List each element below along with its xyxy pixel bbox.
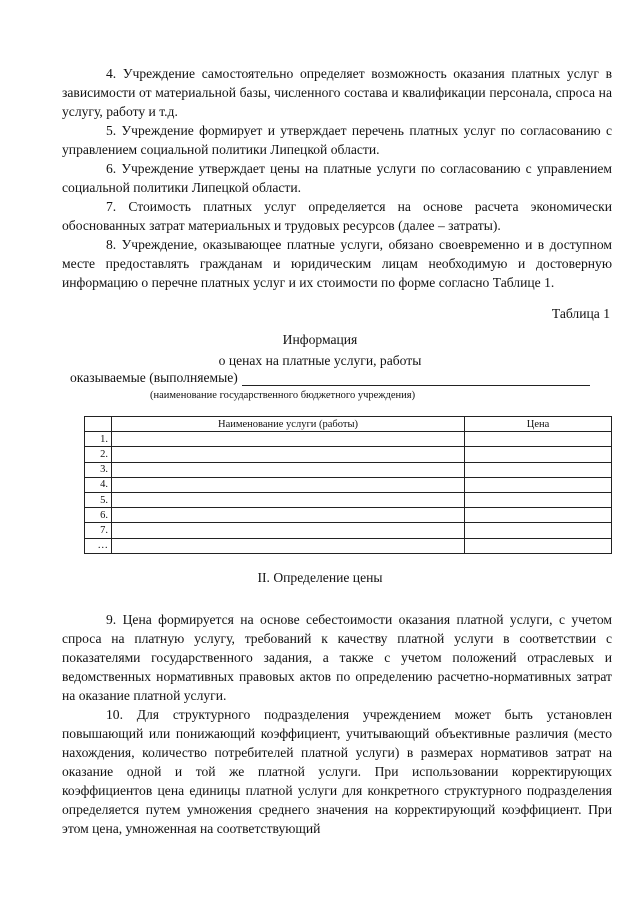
row-price-cell bbox=[465, 508, 612, 523]
table-row bbox=[85, 432, 612, 447]
row-number: 6. bbox=[85, 508, 112, 523]
row-number: 2. bbox=[85, 447, 112, 462]
form-title: Информация bbox=[282, 332, 358, 347]
row-number: … bbox=[85, 538, 112, 553]
row-name-cell bbox=[112, 508, 465, 523]
table-row bbox=[85, 538, 612, 553]
institution-name-blank bbox=[242, 371, 590, 386]
paragraph-7: 7. Стоимость платных услуг определяется на основе расчета экономически обоснованных затрат материальных и трудовых ресурсов (далее – затраты). bbox=[62, 199, 612, 233]
row-name-cell bbox=[112, 477, 465, 492]
table-row bbox=[85, 508, 612, 523]
row-name-cell bbox=[112, 432, 465, 447]
row-price-cell bbox=[465, 477, 612, 492]
table-row bbox=[85, 523, 612, 538]
row-price-cell bbox=[465, 492, 612, 507]
table-row bbox=[85, 477, 612, 492]
table-row bbox=[85, 492, 612, 507]
table-header-row bbox=[85, 417, 612, 432]
row-price-cell bbox=[465, 538, 612, 553]
paragraph-5: 5. Учреждение формирует и утверждает перечень платных услуг по согласованию с управлением социальной политики Липецкой области. bbox=[62, 123, 612, 157]
paragraph-4: 4. Учреждение самостоятельно определяет возможность оказания платных услуг в зависимости от материальной базы, численного состава и квалификации персонала, спроса на услугу, работу и т.д. bbox=[62, 66, 612, 119]
row-number: 1. bbox=[85, 432, 112, 447]
paragraph-9: 9. Цена формируется на основе себестоимости оказания платной услуги, с учетом спроса на платную услугу, требований к качеству платной услуги в соответствии с показателями государственного задания, а также с учетом положений отраслевых и ведомственных нормативных правовых актов по определению расчетно-нормативных затрат на оказание платной услуги. bbox=[62, 612, 612, 703]
row-name-cell bbox=[112, 447, 465, 462]
price-table bbox=[84, 416, 612, 554]
paragraph-6: 6. Учреждение утверждает цены на платные услуги по согласованию с управлением социальной политики Липецкой области. bbox=[62, 161, 612, 195]
table-label: Таблица 1 bbox=[551, 306, 610, 321]
row-price-cell bbox=[465, 432, 612, 447]
row-name-cell bbox=[112, 523, 465, 538]
table-row bbox=[85, 447, 612, 462]
row-name-cell bbox=[112, 462, 465, 477]
header-service-name: Наименование услуги (работы) bbox=[112, 417, 465, 432]
header-price: Цена bbox=[465, 417, 612, 432]
institution-name-note: (наименование государственного бюджетного учреждения) bbox=[150, 390, 416, 401]
row-name-cell bbox=[112, 492, 465, 507]
table-row bbox=[85, 462, 612, 477]
provided-line bbox=[70, 370, 590, 386]
form-subtitle: о ценах на платные услуги, работы bbox=[218, 353, 422, 368]
row-name-cell bbox=[112, 538, 465, 553]
paragraph-8: 8. Учреждение, оказывающее платные услуги, обязано своевременно и в доступном месте предоставлять гражданам и юридическим лицам необходимую и достоверную информацию о перечне платных услуг и их стоимости по форме согласно Таблице 1. bbox=[62, 237, 612, 290]
row-number: 5. bbox=[85, 492, 112, 507]
row-price-cell bbox=[465, 523, 612, 538]
row-price-cell bbox=[465, 462, 612, 477]
row-number: 3. bbox=[85, 462, 112, 477]
row-price-cell bbox=[465, 447, 612, 462]
section-title: II. Определение цены bbox=[257, 570, 383, 585]
row-number: 4. bbox=[85, 477, 112, 492]
row-number: 7. bbox=[85, 523, 112, 538]
paragraph-10: 10. Для структурного подразделения учреждением может быть установлен повышающий или понижающий коэффициент, учитывающий объективные различия (место нахождения, количество потребителей платной услуги) в размерах нормативов затрат на оказание одной и той же платной услуги. При использовании корректирующих коэффициентов цена единицы платной услуги для конкретного структурного подразделения определяется путем умножения среднего значения на корректирующий коэффициент. При этом цена, умноженная на соответствующий bbox=[62, 707, 612, 836]
header-number bbox=[85, 417, 112, 432]
provided-label: оказываемые (выполняемые) bbox=[70, 370, 238, 385]
